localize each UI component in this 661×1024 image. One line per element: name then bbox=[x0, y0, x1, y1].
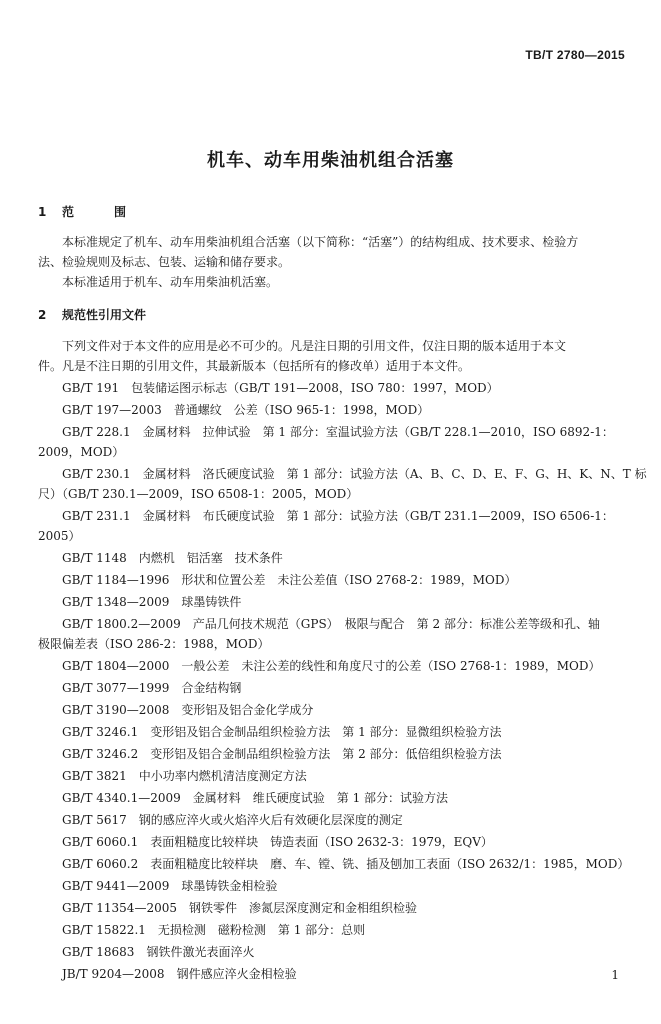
reference-item: GB/T 191 包装储运图示标志（GB/T 191—2008，ISO 780：1997，MOD） bbox=[62, 381, 499, 395]
section-number: 1 bbox=[38, 205, 47, 219]
section-2-heading bbox=[38, 306, 146, 323]
reference-item: GB/T 5617 钢的感应淬火或火焰淬火后有效硬化层深度的测定 bbox=[62, 813, 403, 827]
reference-item: GB/T 1348—2009 球墨铸铁件 bbox=[62, 595, 242, 609]
reference-item: GB/T 230.1 金属材料 洛氏硬度试验 第 1 部分：试验方法（A、B、C、D、E、F、G、H、K、N、T 标 bbox=[62, 467, 647, 481]
reference-item: GB/T 6060.1 表面粗糙度比较样块 铸造表面（ISO 2632-3：1979，EQV） bbox=[62, 835, 493, 849]
reference-item: GB/T 3246.1 变形铝及铝合金制品组织检验方法 第 1 部分：显微组织检验方法 bbox=[62, 725, 502, 739]
reference-item-continued: 极限偏差表（ISO 286-2：1988，MOD） bbox=[38, 637, 270, 651]
reference-item: GB/T 15822.1 无损检测 磁粉检测 第 1 部分：总则 bbox=[62, 923, 366, 937]
paragraph-line: 下列文件对于本文件的应用是必不可少的。凡是注日期的引用文件，仅注日期的版本适用于本文 bbox=[62, 339, 567, 353]
reference-item: GB/T 3077—1999 合金结构钢 bbox=[62, 681, 242, 695]
reference-item: GB/T 3246.2 变形铝及铝合金制品组织检验方法 第 2 部分：低倍组织检验方法 bbox=[62, 747, 502, 761]
reference-item: GB/T 11354—2005 钢铁零件 渗氮层深度测定和金相组织检验 bbox=[62, 901, 417, 915]
page-number: 1 bbox=[611, 968, 619, 982]
document-title: 机车、动车用柴油机组合活塞 bbox=[207, 150, 454, 171]
reference-item: GB/T 3821 中小功率内燃机清洁度测定方法 bbox=[62, 769, 307, 783]
reference-item: GB/T 3190—2008 变形铝及铝合金化学成分 bbox=[62, 703, 314, 717]
reference-item-continued: 2005） bbox=[38, 529, 81, 543]
reference-item: GB/T 197—2003 普通螺纹 公差（ISO 965-1：1998，MOD） bbox=[62, 403, 430, 417]
reference-item: GB/T 1148 内燃机 铝活塞 技术条件 bbox=[62, 551, 283, 565]
section-title: 规范性引用文件 bbox=[62, 308, 147, 322]
reference-item: GB/T 1804—2000 一般公差 未注公差的线性和角度尺寸的公差（ISO 2768-1：1989，MOD） bbox=[62, 659, 601, 673]
standard-code: TB/T 2780—2015 bbox=[525, 48, 625, 62]
paragraph-line: 本标准规定了机车、动车用柴油机组合活塞（以下简称：“活塞”）的结构组成、技术要求、检验方 bbox=[62, 235, 579, 249]
paragraph-line: 本标准适用于机车、动车用柴油机活塞。 bbox=[62, 275, 279, 289]
reference-item-continued: 尺）（GB/T 230.1—2009，ISO 6508-1：2005，MOD） bbox=[38, 487, 359, 501]
reference-item: GB/T 231.1 金属材料 布氏硬度试验 第 1 部分：试验方法（GB/T 231.1—2009，ISO 6506-1： bbox=[62, 509, 614, 523]
paragraph-line: 法、检验规则及标志、包装、运输和储存要求。 bbox=[38, 255, 291, 269]
reference-item: GB/T 1184—1996 形状和位置公差 未注公差值（ISO 2768-2：1989，MOD） bbox=[62, 573, 517, 587]
section-title: 范 围 bbox=[62, 205, 141, 219]
section-number: 2 bbox=[38, 308, 47, 322]
reference-item: GB/T 4340.1—2009 金属材料 维氏硬度试验 第 1 部分：试验方法 bbox=[62, 791, 449, 805]
reference-item-continued: 2009，MOD） bbox=[38, 445, 125, 459]
reference-item: JB/T 9204—2008 钢件感应淬火金相检验 bbox=[62, 967, 297, 981]
section-1-heading bbox=[38, 203, 140, 220]
paragraph-line: 件。凡是不注日期的引用文件，其最新版本（包括所有的修改单）适用于本文件。 bbox=[38, 359, 471, 373]
reference-item: GB/T 228.1 金属材料 拉伸试验 第 1 部分：室温试验方法（GB/T 228.1—2010，ISO 6892-1： bbox=[62, 425, 614, 439]
reference-item: GB/T 18683 钢铁件激光表面淬火 bbox=[62, 945, 255, 959]
reference-item: GB/T 9441—2009 球墨铸铁金相检验 bbox=[62, 879, 278, 893]
reference-item: GB/T 6060.2 表面粗糙度比较样块 磨、车、镗、铣、插及刨加工表面（ISO 2632/1：1985，MOD） bbox=[62, 857, 630, 871]
reference-item: GB/T 1800.2—2009 产品几何技术规范（GPS） 极限与配合 第 2 部分：标准公差等级和孔、轴 bbox=[62, 617, 600, 631]
